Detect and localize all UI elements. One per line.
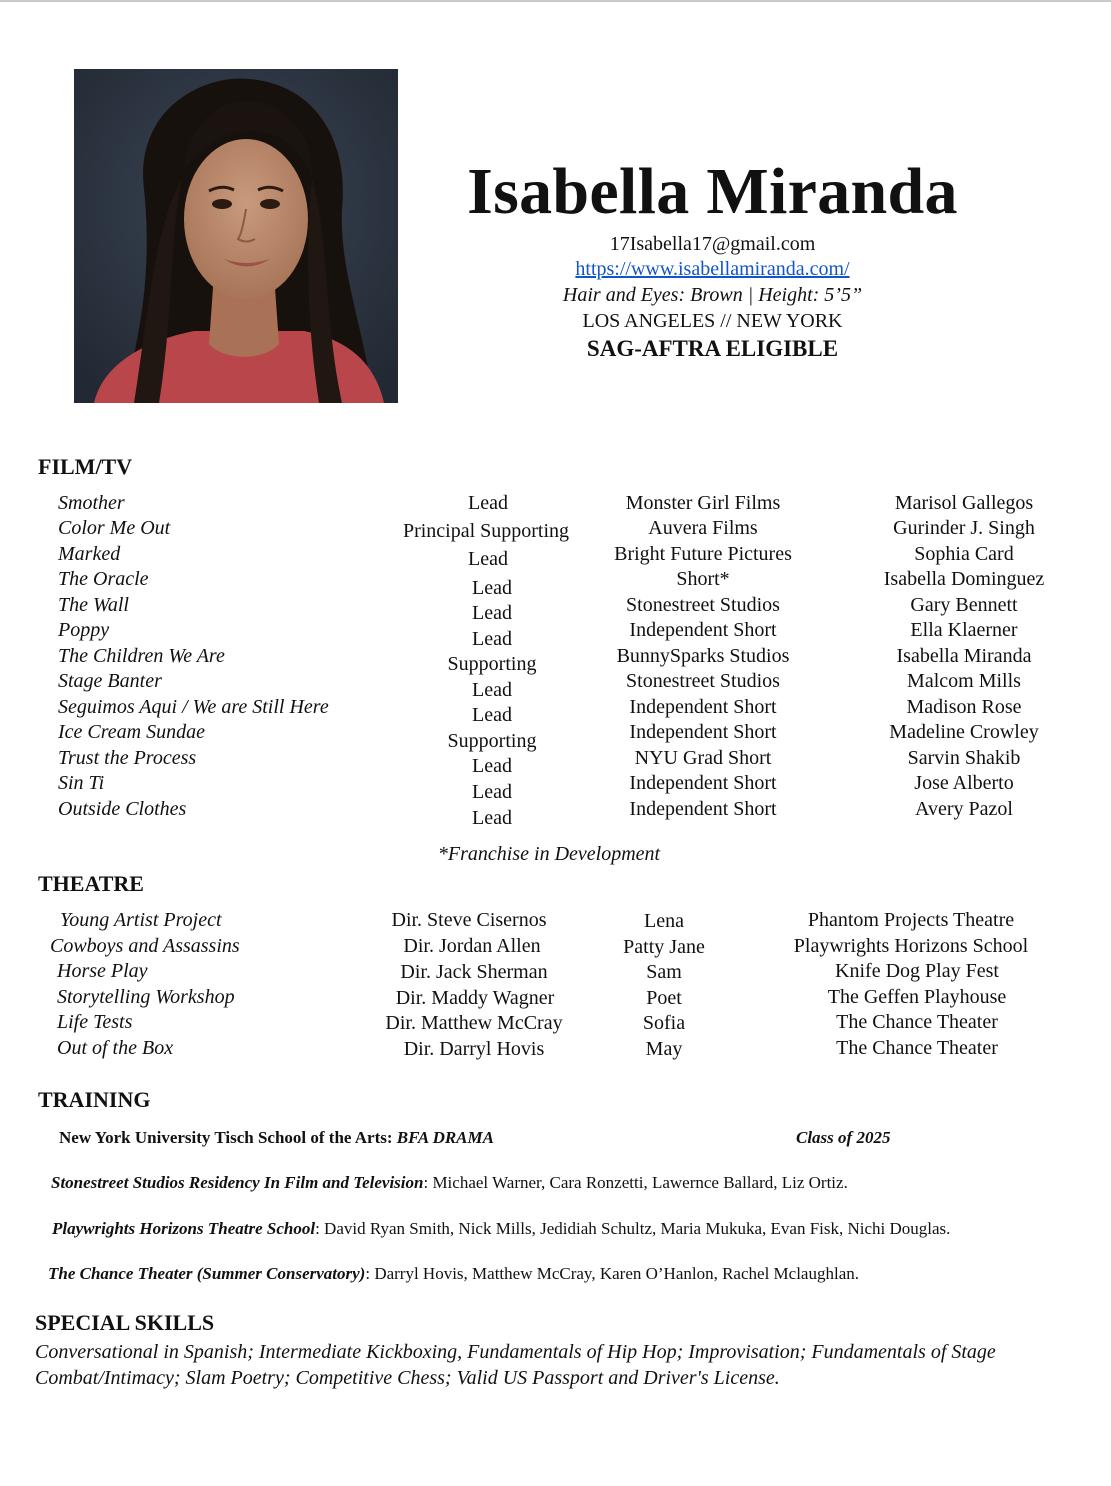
film-company: NYU Grad Short xyxy=(634,747,772,769)
theatre-role: Patty Jane xyxy=(623,936,705,958)
theatre-venue: Playwrights Horizons School xyxy=(793,935,1029,957)
theatre-title: Storytelling Workshop xyxy=(57,986,235,1008)
film-director: Madeline Crowley xyxy=(889,721,1039,743)
film-company: Independent Short xyxy=(629,619,777,641)
film-title: Marked xyxy=(58,543,121,565)
theatre-role: Sam xyxy=(646,961,682,983)
film-title: Seguimos Aqui / We are Still Here xyxy=(58,696,329,718)
film-title: Trust the Process xyxy=(58,747,197,769)
film-title: Outside Clothes xyxy=(58,798,187,820)
theatre-heading: THEATRE xyxy=(38,871,144,896)
film-company: Independent Short xyxy=(629,696,777,718)
film-director: Isabella Miranda xyxy=(896,645,1032,667)
theatre-title: Life Tests xyxy=(57,1011,133,1033)
union-status: SAG-AFTRA ELIGIBLE xyxy=(586,336,839,361)
film-tv-heading: FILM/TV xyxy=(38,454,133,479)
training-teachers: : Darryl Hovis, Matthew McCray, Karen O’Hanlon, Rachel Mclaughlan. xyxy=(365,1264,859,1283)
film-role: Principal Supporting xyxy=(402,520,570,542)
film-title: Smother xyxy=(58,492,125,514)
film-company: Auvera Films xyxy=(648,517,758,539)
film-role: Lead xyxy=(468,492,508,514)
headshot-photo xyxy=(74,69,398,403)
film-role: Lead xyxy=(468,548,508,570)
theatre-venue: The Chance Theater xyxy=(836,1011,998,1033)
film-role: Lead xyxy=(472,602,512,624)
film-company: BunnySparks Studios xyxy=(616,645,790,667)
training-heading: TRAINING xyxy=(38,1087,151,1112)
film-company: Bright Future Pictures xyxy=(614,543,792,565)
location-cities: LOS ANGELES // NEW YORK xyxy=(582,310,843,332)
training-teachers: : Michael Warner, Cara Ronzetti, Lawernce Ballard, Liz Ortiz. xyxy=(423,1173,848,1192)
training-nyu-degree: BFA DRAMA xyxy=(396,1128,494,1147)
film-director: Isabella Dominguez xyxy=(883,568,1045,590)
training-nyu xyxy=(59,1127,494,1149)
film-company: Independent Short xyxy=(629,772,777,794)
training-school: Playwrights Horizons Theatre School xyxy=(52,1219,316,1238)
film-title: Poppy xyxy=(58,619,110,641)
training-program xyxy=(52,1218,950,1240)
theatre-role: May xyxy=(645,1038,683,1060)
film-director: Ella Klaerner xyxy=(910,619,1018,641)
film-title: Stage Banter xyxy=(58,670,162,692)
film-role: Lead xyxy=(472,679,512,701)
film-director: Sophia Card xyxy=(914,543,1014,565)
theatre-venue: The Chance Theater xyxy=(836,1037,998,1059)
training-school: Stonestreet Studios Residency In Film and Television xyxy=(51,1173,424,1192)
headshot-illustration xyxy=(74,69,398,403)
theatre-director: Dir. Steve Cisernos xyxy=(391,909,547,931)
special-skills-heading: SPECIAL SKILLS xyxy=(35,1310,215,1335)
film-director: Jose Alberto xyxy=(914,772,1014,794)
film-title: The Wall xyxy=(58,594,129,616)
film-director: Marisol Gallegos xyxy=(894,492,1034,514)
film-title: Color Me Out xyxy=(58,517,171,539)
physical-stats: Hair and Eyes: Brown | Height: 5’5” xyxy=(562,284,863,306)
training-program xyxy=(48,1263,859,1285)
theatre-title: Horse Play xyxy=(57,960,148,982)
training-class-year: Class of 2025 xyxy=(796,1128,891,1147)
film-role: Lead xyxy=(472,577,512,599)
theatre-venue: Knife Dog Play Fest xyxy=(835,960,999,982)
film-company: Stonestreet Studios xyxy=(626,594,780,616)
training-teachers: : David Ryan Smith, Nick Mills, Jedidiah Schultz, Maria Mukuka, Evan Fisk, Nichi Douglas. xyxy=(315,1219,951,1238)
theatre-director: Dir. Darryl Hovis xyxy=(403,1038,545,1060)
film-director: Gary Bennett xyxy=(910,594,1018,616)
film-company: Monster Girl Films xyxy=(625,492,781,514)
film-role: Supporting xyxy=(447,653,537,675)
film-title: The Children We Are xyxy=(58,645,225,667)
theatre-role: Sofia xyxy=(642,1012,686,1034)
training-program xyxy=(51,1172,848,1194)
theatre-title: Out of the Box xyxy=(57,1037,174,1059)
email-address: 17Isabella17@gmail.com xyxy=(609,233,816,255)
training-nyu-school: New York University Tisch School of the Arts: xyxy=(59,1128,393,1147)
special-skills-text: Conversational in Spanish; Intermediate Kickboxing, Fundamentals of Hip Hop; Improvisation; Fundamentals of Stage Combat/Intimacy; Slam Poetry; Competitive Chess; Valid US Passport and Driver's License. xyxy=(35,1341,996,1389)
top-border xyxy=(0,0,1111,2)
theatre-director: Dir. Jordan Allen xyxy=(403,935,541,957)
theatre-venue: Phantom Projects Theatre xyxy=(807,909,1015,931)
theatre-role: Poet xyxy=(646,987,682,1009)
film-role: Lead xyxy=(472,704,512,726)
film-company: Stonestreet Studios xyxy=(626,670,780,692)
film-role: Lead xyxy=(472,807,512,829)
website-link[interactable]: https://www.isabellamiranda.com/ xyxy=(575,258,850,280)
theatre-role: Lena xyxy=(644,910,684,932)
film-company: Independent Short xyxy=(629,798,777,820)
film-title: Sin Ti xyxy=(58,772,105,794)
film-title: The Oracle xyxy=(58,568,149,590)
film-role: Lead xyxy=(472,628,512,650)
film-director: Avery Pazol xyxy=(915,798,1013,820)
film-company: Independent Short xyxy=(629,721,777,743)
theatre-director: Dir. Maddy Wagner xyxy=(395,987,555,1009)
theatre-director: Dir. Matthew McCray xyxy=(385,1012,563,1034)
franchise-note: *Franchise in Development xyxy=(437,843,661,865)
actor-name: Isabella Miranda xyxy=(467,155,958,228)
film-director: Sarvin Shakib xyxy=(907,747,1021,769)
film-role: Supporting xyxy=(447,730,537,752)
theatre-venue: The Geffen Playhouse xyxy=(827,986,1007,1008)
theatre-title: Young Artist Project xyxy=(60,909,222,931)
film-director: Madison Rose xyxy=(906,696,1022,718)
theatre-title: Cowboys and Assassins xyxy=(50,935,240,957)
film-role: Lead xyxy=(472,781,512,803)
film-title: Ice Cream Sundae xyxy=(58,721,205,743)
film-company: Short* xyxy=(676,568,730,590)
training-school: The Chance Theater (Summer Conservatory) xyxy=(48,1264,366,1283)
film-role: Lead xyxy=(472,755,512,777)
film-director: Malcom Mills xyxy=(907,670,1021,692)
film-director: Gurinder J. Singh xyxy=(893,517,1035,539)
theatre-director: Dir. Jack Sherman xyxy=(400,961,548,983)
